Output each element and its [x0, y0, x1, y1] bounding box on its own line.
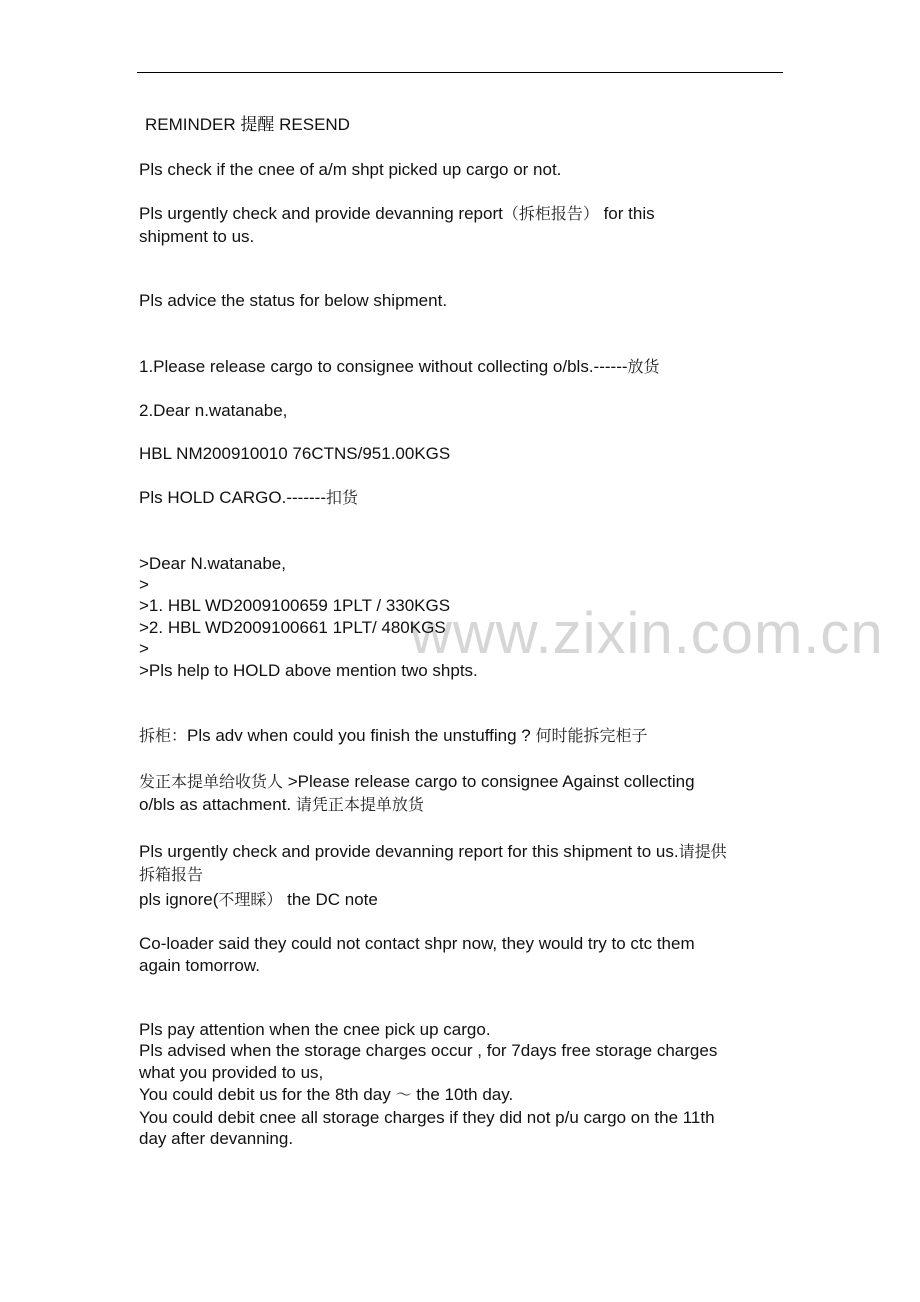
text-segment: Co-loader said they could not contact shpr now, they would try to ctc them — [139, 934, 695, 953]
text-segment: Pls check if the cnee of a/m shpt picked up cargo or not. — [139, 160, 562, 179]
text-segment: day after devanning. — [139, 1129, 294, 1148]
text-line — [139, 956, 260, 976]
text-segment: pls ignore( — [139, 890, 219, 909]
text-segment: >Pls help to HOLD above mention two shpts. — [139, 661, 478, 680]
text-segment: Pls adv when could you finish the unstuffing ? — [187, 726, 536, 745]
text-segment: >Dear N.watanabe, — [139, 554, 286, 573]
text-line — [139, 444, 450, 464]
text-segment: >Please release cargo to consignee Against collecting — [283, 772, 695, 791]
text-line — [139, 596, 450, 616]
text-line — [139, 772, 695, 792]
text-segment: Pls HOLD CARGO.------- — [139, 488, 326, 507]
text-line — [139, 227, 254, 247]
text-line — [139, 795, 424, 815]
text-segment: Pls pay attention when the cnee pick up cargo. — [139, 1020, 491, 1039]
watermark: www.zixin.com.cn — [410, 601, 884, 666]
text-line — [139, 291, 447, 311]
text-line — [139, 1041, 717, 1061]
cjk-segment: 不理睬） — [218, 890, 283, 909]
text-line — [139, 1085, 513, 1105]
cjk-segment: 放货 — [627, 357, 660, 376]
text-line — [139, 865, 203, 885]
text-segment: Pls advice the status for below shipment. — [139, 291, 448, 310]
text-line — [139, 1063, 323, 1083]
text-segment: shipment to us. — [139, 227, 255, 246]
text-segment: > — [139, 575, 149, 594]
cjk-segment: ～ — [395, 1085, 412, 1104]
text-line — [139, 726, 647, 746]
text-line — [139, 1020, 491, 1040]
text-line — [139, 357, 660, 377]
reminder-heading — [145, 115, 350, 135]
cjk-segment: 请提供 — [678, 842, 727, 861]
text-segment: for this — [598, 204, 655, 223]
text-segment: 1.Please release cargo to consignee without collecting o/bls.------ — [139, 357, 628, 376]
text-segment: o/bls as attachment. — [139, 795, 296, 814]
text-line — [139, 842, 727, 862]
text-segment: >1. HBL WD2009100659 1PLT / 330KGS — [139, 596, 451, 615]
cjk-segment: 拆柜： — [139, 726, 188, 745]
text-line — [139, 204, 655, 224]
text-segment: Pls urgently check and provide devanning report — [139, 204, 503, 223]
text-line — [139, 890, 378, 910]
text-segment: the 10th day. — [411, 1085, 514, 1104]
cjk-segment: 扣货 — [325, 488, 358, 507]
cjk-segment: 何时能拆完柜子 — [535, 726, 648, 745]
text-line — [139, 934, 695, 954]
text-line — [139, 575, 149, 595]
text-segment: HBL NM200910010 76CTNS/951.00KGS — [139, 444, 451, 463]
text-line — [139, 639, 149, 659]
text-segment: what you provided to us, — [139, 1063, 324, 1082]
text-segment: You could debit us for the 8th day — [139, 1085, 396, 1104]
text-segment: > — [139, 639, 149, 658]
cjk-segment: 拆箱报告 — [139, 865, 204, 884]
text-segment: again tomorrow. — [139, 956, 260, 975]
text-line — [139, 1108, 715, 1128]
text-segment: Pls urgently check and provide devanning report for this shipment to us. — [139, 842, 679, 861]
text-segment: >2. HBL WD2009100661 1PLT/ 480KGS — [139, 618, 446, 637]
text-line — [139, 488, 358, 508]
text-segment: 2.Dear n.watanabe, — [139, 401, 288, 420]
reminder-text: REMINDER 提醒 RESEND — [145, 115, 350, 134]
cjk-segment: 发正本提单给收货人 — [139, 772, 284, 791]
text-line — [139, 401, 287, 421]
text-line — [139, 554, 286, 574]
text-line — [139, 1129, 293, 1149]
text-segment: Pls advised when the storage charges occur , for 7days free storage charges — [139, 1041, 718, 1060]
text-line — [139, 618, 446, 638]
cjk-segment: （拆柜报告） — [502, 204, 599, 223]
text-segment: You could debit cnee all storage charges if they did not p/u cargo on the 11th — [139, 1108, 715, 1127]
header-rule — [137, 72, 783, 73]
cjk-segment: 请凭正本提单放货 — [295, 795, 424, 814]
text-line — [139, 160, 561, 180]
text-line — [139, 661, 478, 681]
text-segment: the DC note — [282, 890, 378, 909]
